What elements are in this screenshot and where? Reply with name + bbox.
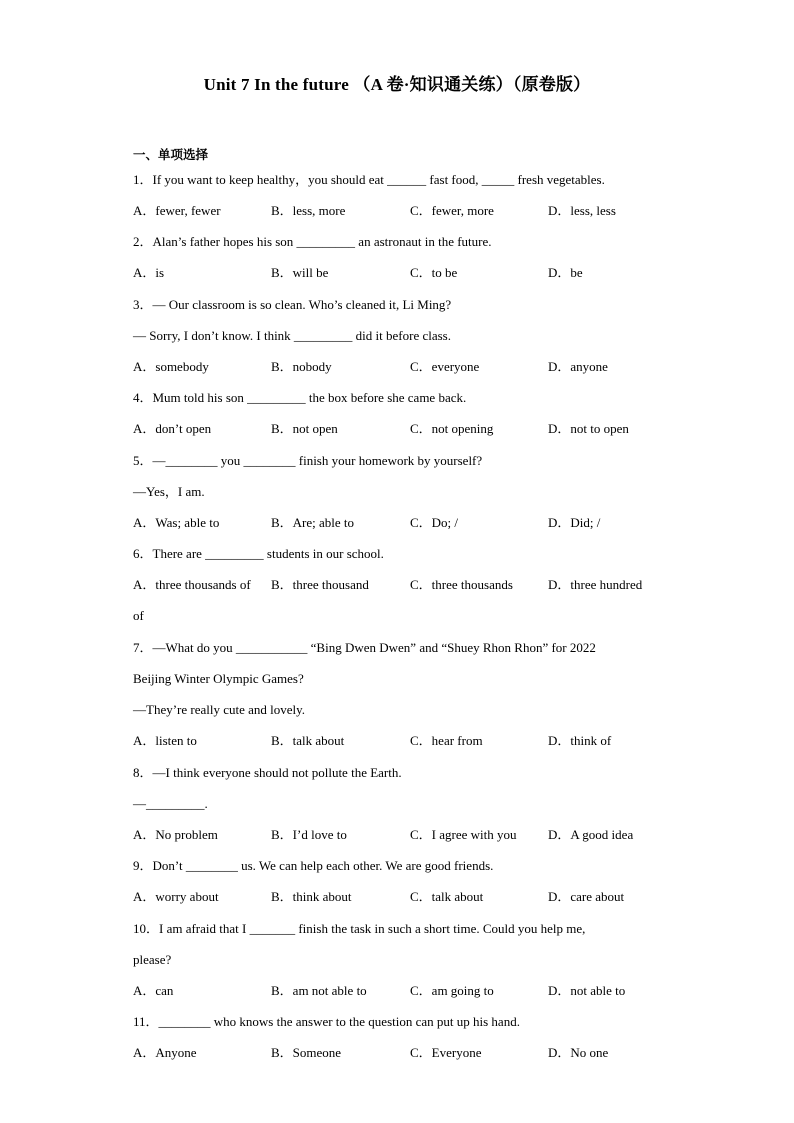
option-d[interactable]: D．three hundred [548, 577, 643, 592]
option-a[interactable]: A．can [133, 983, 174, 998]
option-b[interactable]: B．am not able to [271, 983, 367, 998]
option-a-continuation: of [133, 608, 144, 623]
options-q11 [133, 1045, 673, 1061]
options-q5 [133, 515, 673, 531]
options-q10 [133, 983, 673, 999]
option-a[interactable]: A．Anyone [133, 1045, 197, 1060]
question-7: 7．—What do you ___________ “Bing Dwen Dwen” and “Shuey Rhon Rhon” for 2022 [133, 640, 596, 655]
option-b[interactable]: B．talk about [271, 733, 345, 748]
question-5-reply: —Yes，I am. [133, 484, 205, 499]
page-title: Unit 7 In the future （A 卷·知识通关练）（原卷版） [203, 75, 591, 94]
question-10: 10．I am afraid that I _______ finish the task in such a short time. Could you help me, [133, 921, 586, 936]
option-b[interactable]: B．Someone [271, 1045, 342, 1060]
question-2: 2．Alan’s father hopes his son _________ an astronaut in the future. [133, 234, 492, 249]
section-heading: 一、单项选择 [133, 147, 209, 162]
option-a[interactable]: A．is [133, 265, 165, 280]
options-q1 [133, 203, 673, 219]
option-a[interactable]: A．worry about [133, 889, 219, 904]
question-8: 8．—I think everyone should not pollute the Earth. [133, 765, 402, 780]
options-q7 [133, 733, 673, 749]
option-a[interactable]: A．No problem [133, 827, 218, 842]
option-d[interactable]: D．not to open [548, 421, 629, 436]
options-q4 [133, 421, 673, 437]
option-a[interactable]: A．listen to [133, 733, 197, 748]
option-d[interactable]: D．No one [548, 1045, 609, 1060]
question-8-reply: —_________. [133, 796, 208, 811]
question-10-continuation: please? [133, 952, 172, 967]
option-c[interactable]: C．everyone [410, 359, 480, 374]
question-7-continuation: Beijing Winter Olympic Games? [133, 671, 304, 686]
option-a[interactable]: A．don’t open [133, 421, 212, 436]
options-q9 [133, 889, 673, 905]
option-d[interactable]: D．less, less [548, 203, 616, 218]
question-6: 6．There are _________ students in our school. [133, 546, 384, 561]
option-c[interactable]: C．to be [410, 265, 458, 280]
option-c[interactable]: C．fewer, more [410, 203, 494, 218]
option-a[interactable]: A．three thousands of [133, 577, 251, 592]
option-c[interactable]: C．I agree with you [410, 827, 517, 842]
question-9: 9．Don’t ________ us. We can help each other. We are good friends. [133, 858, 494, 873]
question-3-reply: — Sorry, I don’t know. I think _________ did it before class. [133, 328, 451, 343]
option-c[interactable]: C．not opening [410, 421, 494, 436]
option-a[interactable]: A．fewer, fewer [133, 203, 221, 218]
question-3: 3．— Our classroom is so clean. Who’s cleaned it, Li Ming? [133, 297, 452, 312]
option-b[interactable]: B．I’d love to [271, 827, 347, 842]
options-q6 [133, 577, 673, 593]
option-d[interactable]: D．be [548, 265, 583, 280]
options-q8 [133, 827, 673, 843]
option-a[interactable]: A．Was; able to [133, 515, 220, 530]
question-11: 11．________ who knows the answer to the question can put up his hand. [133, 1014, 520, 1029]
option-c[interactable]: C．Do; / [410, 515, 459, 530]
options-q3 [133, 359, 673, 375]
option-b[interactable]: B．less, more [271, 203, 346, 218]
option-b[interactable]: B．three thousand [271, 577, 369, 592]
option-b[interactable]: B．Are; able to [271, 515, 355, 530]
option-b[interactable]: B．nobody [271, 359, 332, 374]
question-4: 4．Mum told his son _________ the box before she came back. [133, 390, 467, 405]
option-a[interactable]: A．somebody [133, 359, 209, 374]
option-b[interactable]: B．not open [271, 421, 338, 436]
option-b[interactable]: B．will be [271, 265, 329, 280]
option-d[interactable]: D．anyone [548, 359, 608, 374]
option-c[interactable]: C．Everyone [410, 1045, 482, 1060]
option-c[interactable]: C．am going to [410, 983, 494, 998]
option-d[interactable]: D．think of [548, 733, 612, 748]
option-d[interactable]: D．Did; / [548, 515, 601, 530]
option-d[interactable]: D．not able to [548, 983, 626, 998]
question-7-reply: —They’re really cute and lovely. [133, 702, 306, 717]
option-d[interactable]: D．care about [548, 889, 625, 904]
question-1: 1．If you want to keep healthy，you should eat ______ fast food, _____ fresh vegetables. [133, 172, 605, 187]
option-c[interactable]: C．hear from [410, 733, 483, 748]
question-5: 5．—________ you ________ finish your homework by yourself? [133, 453, 483, 468]
option-c[interactable]: C．three thousands [410, 577, 513, 592]
option-d[interactable]: D．A good idea [548, 827, 634, 842]
options-q2 [133, 265, 673, 281]
option-c[interactable]: C．talk about [410, 889, 484, 904]
option-b[interactable]: B．think about [271, 889, 352, 904]
